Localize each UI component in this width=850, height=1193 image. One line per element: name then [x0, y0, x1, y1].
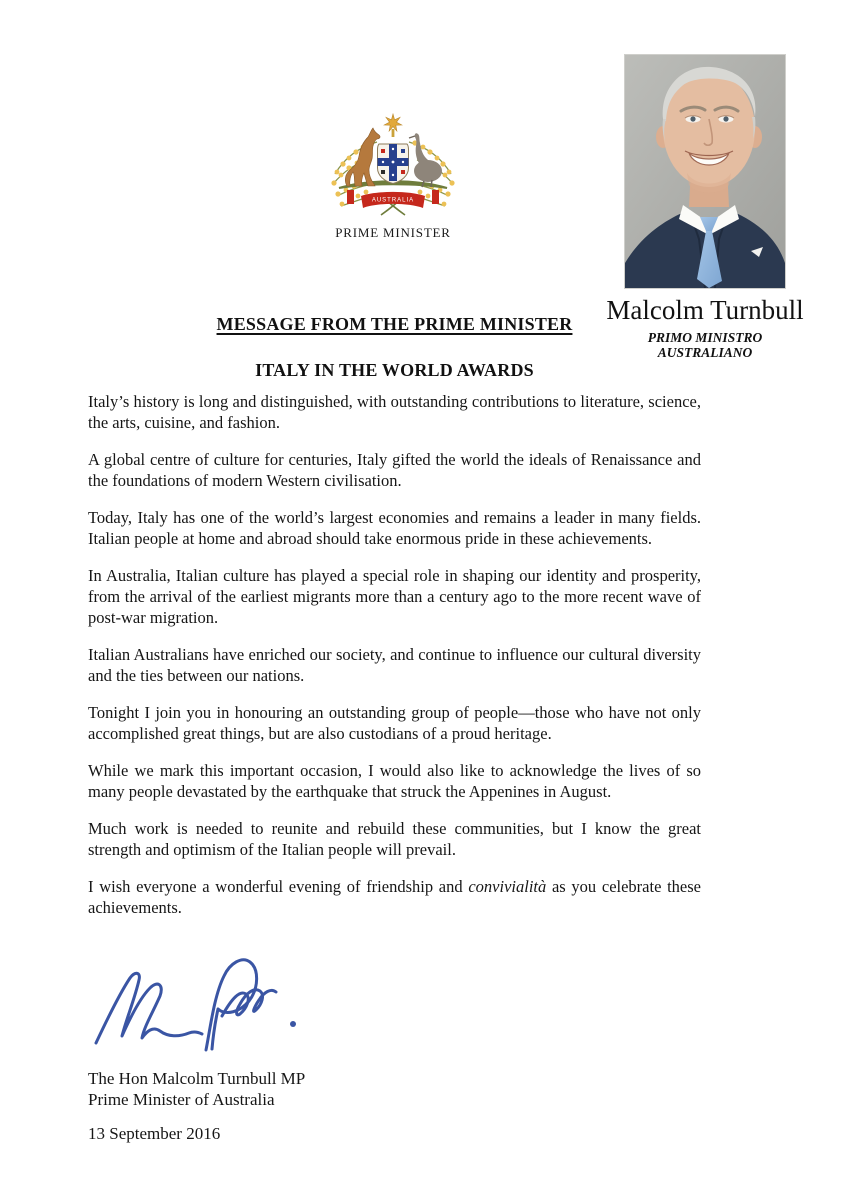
ribbon-left	[347, 190, 354, 204]
signoff	[88, 1068, 305, 1110]
portrait-subtitle-line2: AUSTRALIANO	[657, 345, 753, 360]
crest-banner-text: AUSTRALIA	[371, 197, 415, 204]
paragraph: A global centre of culture for centuries, Italy gifted the world the ideals of Renaissance and the foundations of modern Western civilisation.	[88, 450, 701, 490]
letter-date: 13 September 2016	[88, 1124, 221, 1143]
event-title: ITALY IN THE WORLD AWARDS	[255, 360, 534, 380]
signoff-title: Prime Minister of Australia	[88, 1090, 275, 1109]
paragraph: Tonight I join you in honouring an outstanding group of people—those who have not only accomplished great things, but are also custodians of a proud heritage.	[88, 703, 701, 743]
paragraph: Today, Italy has one of the world’s largest economies and remains a leader in many fields. Italian people at home and abroad should take enormous pride in these achievements.	[88, 508, 701, 548]
commonwealth-star-icon	[384, 114, 402, 137]
closing-italic-word: convivialità	[468, 877, 547, 896]
paragraph: Italy’s history is long and distinguished, with outstanding contributions to literature, science, the arts, cuisine, and fashion.	[88, 392, 701, 432]
portrait-name: Malcolm Turnbull	[606, 295, 804, 325]
paragraph: Much work is needed to reunite and rebuild these communities, but I know the great strength and optimism of the Italian people will prevail.	[88, 819, 701, 859]
letterhead-department: PRIME MINISTER	[335, 225, 451, 240]
letterhead	[325, 112, 461, 241]
ribbon-right	[432, 190, 439, 204]
message-title: MESSAGE FROM THE PRIME MINISTER	[216, 314, 573, 334]
letter-body	[88, 391, 701, 934]
signature-ink	[82, 946, 332, 1061]
portrait-subtitle-line1: PRIMO MINISTRO	[647, 330, 763, 345]
malcolm-turnbull-photo	[625, 55, 785, 288]
signoff-name: The Hon Malcolm Turnbull MP	[88, 1069, 306, 1088]
closing-after: as you celebrate these achievements.	[88, 877, 702, 917]
closing-paragraph	[88, 876, 701, 918]
headings	[88, 314, 701, 381]
australian-coat-of-arms	[325, 112, 461, 218]
paragraph: While we mark this important occasion, I would also like to acknowledge the lives of so many people devastated by the earthquake that struck the Appenines in August.	[88, 761, 701, 801]
crest-shield	[378, 144, 409, 184]
closing-before: I wish everyone a wonderful evening of friendship and	[88, 877, 469, 896]
signature-block	[82, 946, 332, 1061]
paragraph: Italian Australians have enriched our society, and continue to influence our cultural diversity and the ties between our nations.	[88, 645, 701, 685]
paragraph: In Australia, Italian culture has played a special role in shaping our identity and prosperity, from the arrival of the earliest migrants more than a century ago to the more recent wave of post-war migration.	[88, 566, 701, 627]
